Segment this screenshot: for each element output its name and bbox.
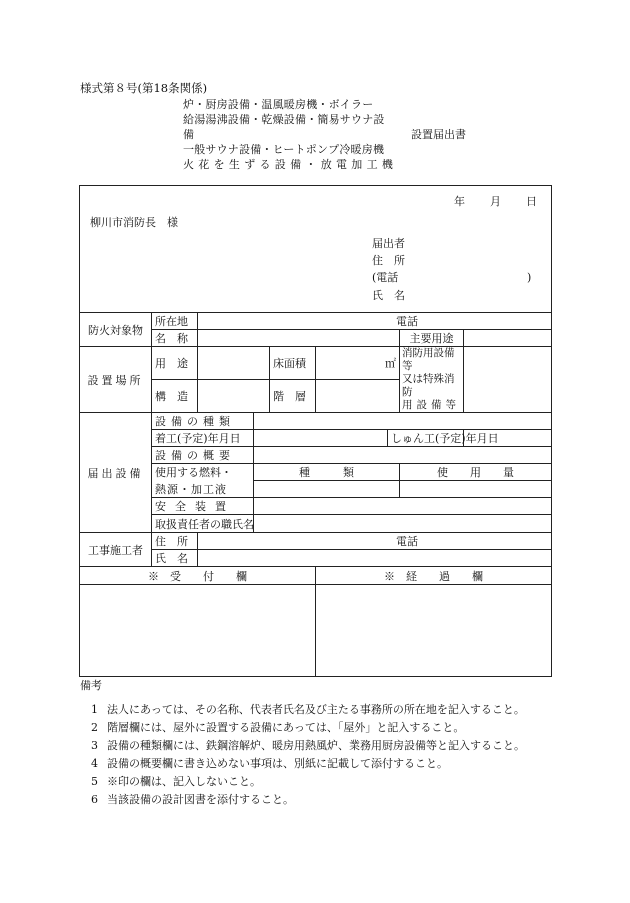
site-use-label: 用 途 (152, 347, 198, 380)
title-line-2: 給湯湯沸設備・乾燥設備・簡易サウナ設 (183, 113, 385, 126)
phone-close-paren: ) (527, 271, 532, 284)
start-date-value (254, 430, 388, 447)
submitter-address-label: 住 所 (372, 254, 405, 267)
floor-level-label: 階 層 (270, 380, 316, 413)
structure-value (198, 380, 270, 413)
month-label: 月 (490, 195, 501, 208)
contractor-label: 工事施工者 (80, 533, 152, 567)
year-label: 年 (454, 195, 465, 208)
title-line-3: 備 (183, 128, 195, 141)
applicant-section (80, 186, 552, 313)
contractor-phone-label: 電話 (198, 533, 552, 550)
contractor-name-label: 氏 名 (152, 550, 198, 567)
location-label: 所在地 (152, 313, 198, 330)
fuel-label-line1: 使用する燃料・ (152, 464, 254, 481)
fuel-type-header: 種 類 (254, 464, 400, 481)
note-item: 3 設備の種類欄には、鉄鋼溶解炉、暖房用熱風炉、業務用厨房設備等と記入すること。 (91, 739, 525, 752)
fire-equipment-value (464, 347, 552, 413)
safety-device-label: 安全装置 (152, 498, 254, 515)
day-label: 日 (526, 195, 537, 208)
manager-value (254, 515, 552, 533)
fuel-usage-header: 使 用 量 (400, 464, 552, 481)
floor-area-label: 床面積 (270, 347, 316, 380)
floor-area-unit: ㎡ (316, 347, 400, 380)
submitter-label: 届出者 (372, 237, 405, 250)
notes-title: 備考 (80, 679, 102, 692)
main-use-value (464, 330, 552, 347)
completion-date-label: しゅん工(予定)年月日 (388, 430, 464, 447)
equipment-summary-label: 設備の概要 (152, 447, 254, 464)
target-label: 防火対象物 (80, 313, 152, 347)
target-phone-label: 電話 (198, 313, 552, 330)
main-use-label: 主要用途 (400, 330, 464, 347)
fire-equipment-label: 消防用設備等 又は特殊消防 用設備等 (400, 347, 464, 413)
note-item: 6 当該設備の設計図書を添付すること。 (91, 793, 294, 806)
note-item: 4 設備の概要欄に書き込めない事項は、別紙に記載して添付すること。 (91, 757, 448, 770)
manager-label: 取扱責任者の職氏名 (152, 515, 254, 533)
equipment-label: 届出設備 (80, 413, 152, 533)
equipment-kind-value (254, 413, 552, 430)
reception-box (80, 585, 316, 677)
start-date-label: 着工(予定)年月日 (152, 430, 254, 447)
title-suffix: 設置届出書 (411, 128, 466, 141)
site-label: 設置場所 (80, 347, 152, 413)
target-name-label: 名 称 (152, 330, 198, 347)
structure-label: 構 造 (152, 380, 198, 413)
title-line-4: 一般サウナ設備・ヒートポンプ冷暖房機 (183, 143, 385, 156)
fuel-label-line2: 熱源・加工液 (152, 481, 254, 498)
contractor-address-label: 住 所 (152, 533, 198, 550)
note-item: 5 ※印の欄は、記入しないこと。 (91, 775, 261, 788)
addressee: 柳川市消防長 様 (90, 216, 178, 229)
fuel-usage-value (400, 481, 552, 498)
equipment-kind-label: 設備の種類 (152, 413, 254, 430)
submitter-phone-label: (電話 (372, 271, 399, 284)
progress-header: ※ 経 過 欄 (316, 567, 552, 585)
safety-device-value (254, 498, 552, 515)
title-line-1: 炉・厨房設備・温風暖房機・ボイラー (183, 98, 374, 111)
progress-box (316, 585, 552, 677)
site-use-value (198, 347, 270, 380)
notification-form-table (79, 185, 552, 677)
equipment-summary-value (254, 447, 552, 464)
title-line-5: 火花を生ずる設備・放電加工機 (183, 158, 398, 171)
note-item: 2 階層欄には、屋外に設置する設備にあっては、「屋外」と記入すること。 (91, 721, 465, 734)
submitter-name-label: 氏 名 (372, 289, 405, 302)
reception-header: ※ 受 付 欄 (80, 567, 316, 585)
note-item: 1 法人にあっては、その名称、代表者氏名及び主たる事務所の所在地を記入すること。 (91, 703, 525, 716)
form-number: 様式第８号(第18条関係) (80, 81, 208, 95)
floor-level-value (316, 380, 400, 413)
contractor-name-value (198, 550, 552, 567)
fuel-type-value (254, 481, 400, 498)
target-name-value (198, 330, 400, 347)
